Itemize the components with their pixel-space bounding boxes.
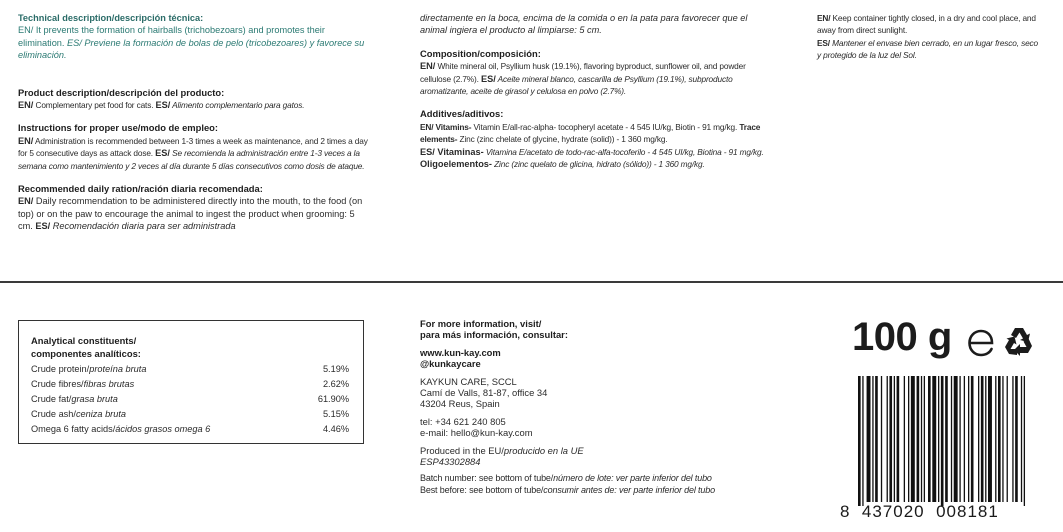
barcode-bar — [921, 376, 922, 502]
instructions-heading: Instructions for proper use/modo de empleo: — [18, 122, 219, 134]
technical-heading: Technical description/descripción técnica: — [18, 13, 204, 23]
address-line-1: Camí de Valls, 81-87, office 34 — [420, 387, 548, 399]
barcode-bar — [1021, 376, 1022, 502]
analytical-value: 61.90% — [317, 394, 349, 404]
trace-elements-tag: Trace elements- — [420, 121, 761, 145]
website-link[interactable]: www.kun-kay.com — [420, 346, 501, 358]
barcode-bar — [911, 376, 915, 502]
instructions-en: Administration is recommended between 1-3 times a week as maintenance, and 2 times a day for 5 consecutive days as attack dose. — [18, 135, 368, 159]
lang-tag-en: EN/ — [817, 13, 831, 23]
email[interactable]: e-mail: hello@kun-kay.com — [420, 427, 533, 439]
technical-en: EN/ It prevents the formation of hairballs (trichobezoars) and promotes their elimination. — [18, 25, 325, 48]
analytical-value: 5.19% — [322, 364, 349, 374]
analytical-row — [31, 362, 351, 377]
product-en: Complementary pet food for cats. — [33, 100, 156, 111]
technical-es: ES/ Previene la formación de bolas de pelo (tricobezoares) y favorece su eliminación. — [18, 37, 365, 61]
additives — [420, 108, 768, 170]
lang-tag-en: EN/ — [18, 100, 34, 111]
oligo-tag: Oligoelementos- — [420, 159, 492, 170]
analytical-row — [31, 377, 351, 392]
barcode-bar — [954, 376, 958, 502]
lang-tag-es: ES/ — [155, 148, 170, 159]
barcode-bar — [887, 376, 888, 502]
product-es: Alimento complementario para gatos. — [170, 100, 305, 111]
barcode-bar — [951, 376, 952, 502]
recycle-icon — [1002, 325, 1036, 359]
divider-line — [0, 281, 1063, 283]
barcode-bar — [1015, 376, 1018, 502]
lang-tag-en: EN/ — [420, 61, 436, 72]
barcode-bar — [858, 376, 861, 506]
barcode-bar — [872, 376, 873, 502]
trace-elements-en: Zinc (zinc chelate of glycine, hydrate (solid)) - 1 360 mg/kg. — [457, 134, 668, 145]
info-heading-1: For more information, visit/ — [420, 318, 542, 329]
ration-es-continued: directamente en la boca, encima de la comida o en la pata para favorecer que el animal ingiera el producto al limpiarse: 5 cm. — [420, 13, 748, 36]
barcode-bar — [928, 376, 931, 502]
vitamins-es-tag: ES/ Vitaminas- — [420, 146, 484, 157]
composition-es: Aceite mineral blanco, cascarilla de Psyllium (19.1%), subproducto aromatizante, aceite de girasol y celulosa en polvo (2.7%). — [420, 73, 733, 97]
analytical-label: Crude fibres/fibras brutas — [31, 379, 135, 389]
barcode-bar — [941, 376, 944, 506]
lang-tag-en: EN/ — [18, 135, 34, 146]
telephone: tel: +34 621 240 805 — [420, 415, 506, 427]
column-left — [18, 12, 370, 244]
analytical-constituents-box — [18, 320, 364, 444]
barcode-bar — [904, 376, 905, 502]
vitamins-es: Vitamina E/acetato de todo-rac-alfa-tocoferilo - 4 545 UI/kg, Biotina - 91 mg/kg. — [483, 146, 764, 157]
product-heading: Product description/descripción del producto: — [18, 86, 225, 98]
technical-description — [18, 12, 370, 62]
contact-info — [420, 318, 780, 496]
lang-tag-es: ES/ — [817, 37, 830, 48]
net-weight: 100 g — [852, 315, 952, 359]
analytical-label: Omega 6 fatty acids/ácidos grasos omega 6 — [31, 424, 211, 434]
address-line-2: 43204 Reus, Spain — [420, 398, 500, 410]
analytical-row — [31, 422, 351, 437]
barcode-bar — [945, 376, 948, 502]
barcode-bar — [998, 376, 1001, 502]
social-handle[interactable]: @kunkaycare — [420, 358, 481, 370]
company-name: KAYKUN CARE, SCCL — [420, 375, 517, 387]
composition — [420, 48, 768, 98]
barcode-bar — [1007, 376, 1008, 502]
oligo-es: Zinc (zinc quelato de glicina, hidrato (sólido)) - 1 360 mg/kg. — [491, 159, 705, 170]
info-heading-2: para más información, consultar: — [420, 329, 568, 341]
ration-heading: Recommended daily ration/ración diaria recomendada: — [18, 183, 263, 195]
analytical-rows — [31, 362, 351, 437]
estimated-sign-icon — [966, 322, 996, 360]
composition-en: White mineral oil, Psyllium husk (19.1%), flavoring byproduct, sunflower oil, and powder cellulose (2.7%). — [420, 61, 746, 84]
batch-number: Batch number: see bottom of tube/número de lote: ver parte inferior del tubo — [420, 473, 712, 484]
barcode-bar — [1024, 376, 1025, 506]
barcode-bar — [985, 376, 986, 502]
ration-es: Recomendación diaria para ser administrada — [50, 221, 236, 232]
instructions — [18, 122, 370, 172]
analytical-label: Crude ash/ceniza bruta — [31, 409, 127, 419]
analytical-heading-2: componentes analíticos: — [31, 348, 141, 359]
barcode-bar — [1012, 376, 1013, 502]
composition-heading: Composition/composición: — [420, 47, 541, 59]
analytical-row — [31, 392, 351, 407]
lang-tag-es: ES/ — [480, 73, 496, 84]
barcode-bar — [981, 376, 984, 502]
barcode-bar — [968, 376, 969, 502]
storage-en: EN/ Keep container tightly closed, in a dry and cool place, and away from direct sunlight. — [817, 13, 1036, 36]
barcode-bar — [959, 376, 960, 502]
lang-tag-es: ES/ — [155, 100, 171, 111]
lang-tag-es: ES/ — [35, 221, 51, 232]
barcode-bar — [917, 376, 920, 502]
analytical-value: 4.46% — [322, 424, 349, 434]
lang-tag-en: EN/ — [18, 196, 34, 207]
column-middle — [420, 12, 768, 181]
barcode — [858, 376, 1028, 506]
barcode-bar — [932, 376, 936, 502]
vitamins-en-tag: EN/ Vitamins- — [420, 121, 472, 132]
vitamins-en: Vitamin E/all-rac-alpha- tocopheryl acetate - 4 545 IU/kg, Biotin - 91 mg/kg. — [471, 121, 740, 132]
barcode-bar — [978, 376, 979, 502]
product-description — [18, 87, 370, 112]
daily-ration — [18, 183, 370, 233]
barcode-bar — [988, 376, 992, 502]
additives-heading: Additives/aditivos: — [420, 108, 504, 120]
storage-es: ES/ Mantener el envase bien cerrado, en un lugar fresco, seco y protegido de la luz del Sol. — [817, 37, 1039, 61]
barcode-bar — [995, 376, 996, 502]
produced-in: Produced in the EU/producido en la UE — [420, 444, 584, 456]
analytical-label: Crude fat/grasa bruta — [31, 394, 118, 404]
best-before: Best before: see bottom of tube/consumir antes de: ver parte inferior del tubo — [420, 484, 715, 495]
analytical-heading-1: Analytical constituents/ — [31, 335, 137, 346]
column-right — [817, 12, 1042, 62]
barcode-bar — [867, 376, 871, 502]
barcode-bar — [924, 376, 925, 502]
barcode-bar — [889, 376, 892, 502]
analytical-row — [31, 407, 351, 422]
barcode-bar — [964, 376, 965, 502]
barcode-bar — [894, 376, 895, 502]
barcode-bar — [897, 376, 900, 502]
analytical-value: 5.15% — [322, 409, 349, 419]
barcode-bar — [881, 376, 882, 502]
barcode-bar — [971, 376, 974, 502]
barcode-bar — [862, 376, 863, 506]
analytical-value: 2.62% — [322, 379, 349, 389]
barcode-digits: 8 437020 008181 — [840, 502, 999, 521]
instructions-es: Se recomienda la administración entre 1-3 veces a la semana como mantenimiento y 2 veces al día durante 5 días consecutivos como dosis de ataque. — [18, 148, 365, 171]
analytical-label: Crude protein/proteína bruta — [31, 364, 147, 374]
ration-en: Daily recommendation to be administered directly into the mouth, to the food (on top) or on the paw to encourage the animal to ingest the product when grooming: 5 cm. — [18, 196, 363, 232]
barcode-bar — [938, 376, 939, 502]
barcode-bar — [1002, 376, 1003, 502]
barcode-bar — [908, 376, 909, 502]
barcode-bar — [875, 376, 878, 502]
registration-code: ESP43302884 — [420, 456, 481, 468]
